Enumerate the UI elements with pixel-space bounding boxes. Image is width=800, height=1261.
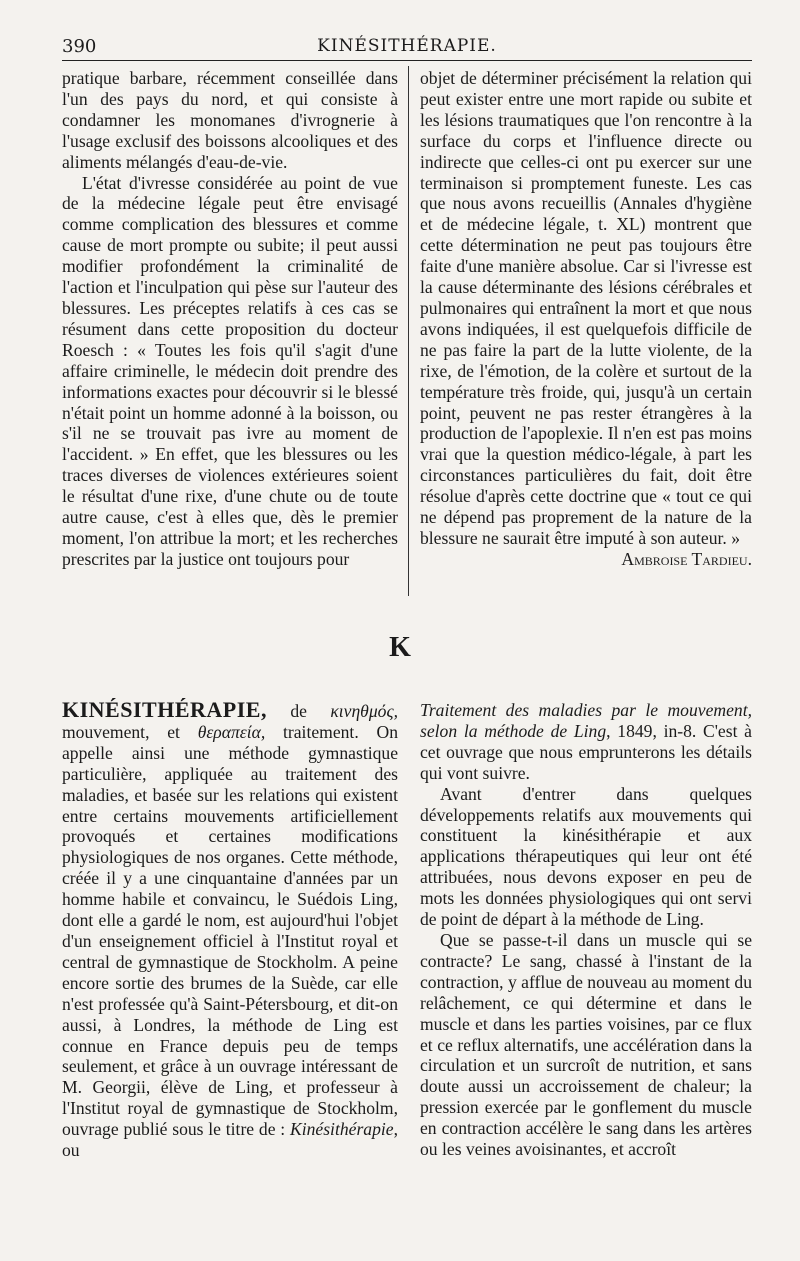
bottom-left-column (62, 697, 398, 1161)
top-right-column (420, 68, 752, 570)
running-title: KINÉSITHÉRAPIE. (317, 36, 497, 56)
paragraph: Avant d'entrer dans quelques développements relatifs aux mouvements qui constituent la kinésithérapie et aux applications thérapeutiques qui leur ont été attribuées, nous devons exposer en peu de mots les données physiologiques qui ont servi de point de départ à la méthode de Ling. (420, 783, 752, 930)
paragraph: Que se passe-t-il dans un muscle qui se contracte? Le sang, chassé à l'instant de la contraction, y afflue de nouveau au moment du relâchement, ce qui détermine et dans le muscle et dans les parties voisines, par ce flux et ce reflux alternatifs, une accélération dans la circulation et un surcroît de nutrition, et sans doute aussi un accroissement de chaleur; la pression exercée par le gonflement du muscle en contraction accélère le sang dans les artères ou les veines avoisinantes, et accroît (420, 929, 752, 1160)
paragraph: L'état d'ivresse considérée au point de vue de la médecine légale peut être envisagé comme complication des blessures et comme cause de mort prompte ou subite; il peut aussi modifier profondément la criminalité de l'action et l'inculpation qui pèse sur l'auteur des blessures. Les préceptes relatifs à ces cas se résument dans cette proposition du docteur Roesch : « Toutes les fois qu'il s'agit d'une affaire criminelle, le médecin doit prendre des informations exactes pour découvrir si le blessé n'était point un homme adonné à la boisson, ou s'il ne se trouvait pas ivre au moment de l'accident. » En effet, que les blessures ou les traces diverses de violences extérieures soient le résultat d'une rixe, d'une chute ou de toute autre cause, c'est à elles que, dès le premier moment, l'on attribue la mort; et les recherches prescrites par la justice ont toujours pour (62, 172, 398, 569)
text-fragment: de (290, 701, 307, 721)
paragraph: pratique barbare, récemment conseillée dans l'un des pays du nord, et qui consiste à condamner les monomanes d'ivrognerie à l'usage exclusif des boissons alcooliques et des aliments mélangés d'eau-de-vie. (62, 68, 398, 172)
greek-word: θεραπεία, (197, 721, 266, 742)
column-divider (408, 66, 409, 596)
top-left-column (62, 68, 398, 570)
greek-word: κινηθμός, (330, 701, 398, 721)
text-fragment: , 1849, in-8. C'est à cet ouvrage que nous emprunterons les détails qui vont suivre. (420, 720, 752, 783)
section-letter: K (389, 632, 411, 663)
entry-paragraph (62, 697, 398, 1161)
paragraph (420, 700, 752, 784)
page-number: 390 (62, 36, 97, 57)
page-header (62, 36, 752, 61)
text-fragment: traitement. On appelle ainsi une méthode gymnastique particulière, appliquée au traitement des maladies, et basée sur les relations qui existent entre certains mouvements artificiellement provoqués et certaines modifications physiologiques de nos organes. Cette méthode, créée il y a une cinquantaine d'années par un homme habile et convaincu, le Suédois Ling, dont elle a gardé le nom, est aujourd'hui l'objet d'un enseignement officiel à l'Institut royal et central de gymnastique de Stockholm. A peine encore sortie des brumes de la Suède, car elle n'est professée qu'à Saint-Pétersbourg, et dit-on aussi, à Londres, la méthode de Ling est connue en France depuis peu de temps seulement, et grâce à un ouvrage intéressant de M. Georgii, élève de Ling, et professeur à l'Institut royal de gymnastique de Stockholm, ouvrage publié sous le titre de : (62, 721, 398, 1140)
author-signature: Ambroise Tardieu. (621, 548, 752, 569)
entry-title: KINÉSITHÉRAPIE, (62, 697, 267, 722)
paragraph: objet de déterminer précisément la relation qui peut exister entre une mort rapide ou subite et les lésions traumatiques que l'on rencontre à la surface du corps et l'influence directe ou indirecte que celles-ci ont pu exercer sur une terminaison si promptement funeste. Les cas que nous avons recueillis (Annales d'hygiène et de médecine légale, t. XL) montrent que cette détermination ne peut pas toujours être faite d'une manière absolue. Car si l'ivresse est la cause déterminante des lésions cérébrales et pulmonaires qui entraînent la mort et que nous avons indiquées, il est quelquefois difficile de ne pas faire la part de la lutte violente, de la rixe, de l'émotion, de la colère et surtout de la température très froide, qui, jusqu'à un certain point, peuvent ne pas rester étrangères à la production de l'apoplexie. Il n'en est pas moins vrai que la question médico-légale, à part les circonstances particulières du fait, doit être résolue d'après cette doctrine que « tout ce qui ne dépend pas proprement de la nature de la blessure ne saurait être imputé à son auteur. » (420, 68, 752, 548)
bottom-right-column (420, 700, 752, 1160)
text-fragment: mouvement, et (62, 721, 180, 742)
text-fragment: , ou (62, 1119, 398, 1161)
book-title: Kinésithérapie (289, 1119, 394, 1140)
book-title: Traitement des maladies par le mouvement, selon la méthode de Ling (420, 700, 752, 741)
